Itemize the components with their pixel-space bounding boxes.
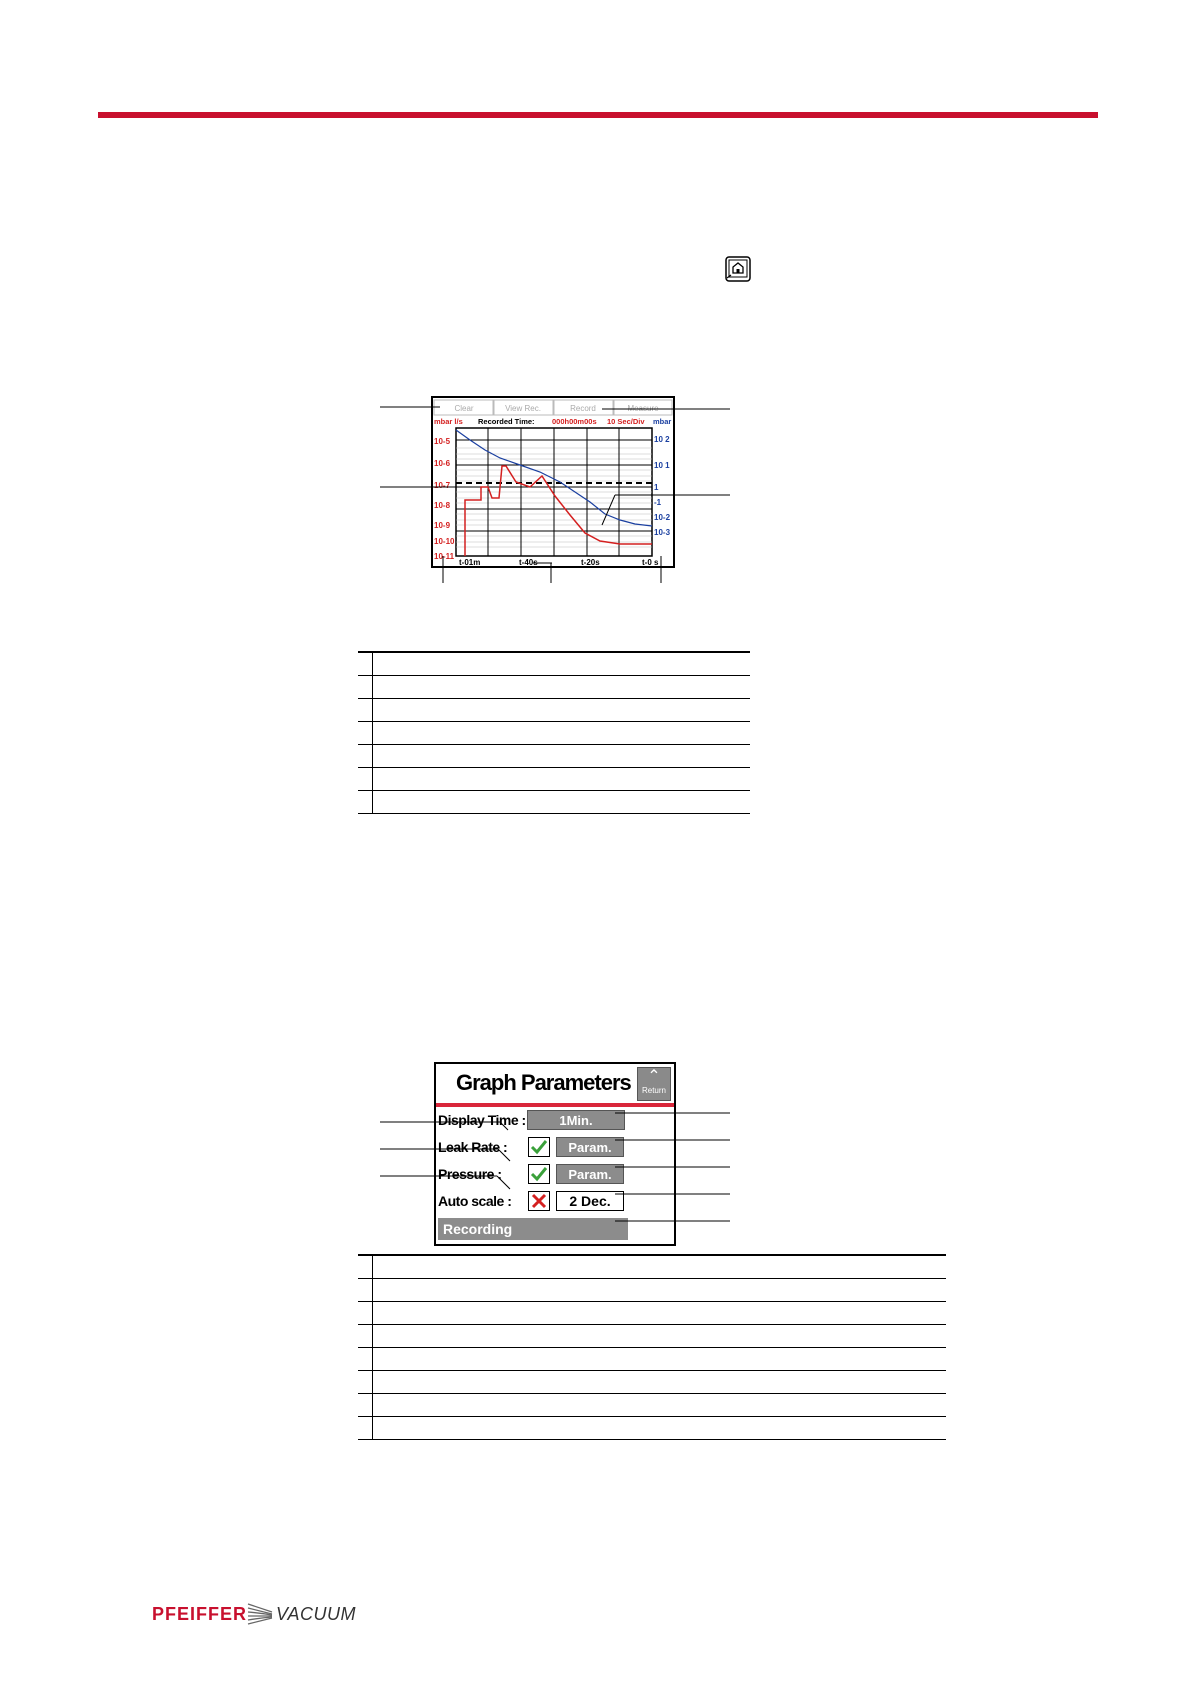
table-row (358, 1302, 946, 1325)
table-row (358, 1348, 946, 1371)
right-tick-2: 10 1 (654, 461, 670, 470)
brand-right: VACUUM (276, 1604, 357, 1624)
display-time-button[interactable]: 1Min. (527, 1110, 625, 1130)
left-tick-6: 10-10 (434, 537, 455, 546)
return-label: Return (641, 1086, 666, 1095)
left-tick-4: 10-8 (434, 501, 451, 510)
left-tick-3: 10-7 (434, 481, 451, 490)
recorded-time-value: 000h00m00s (552, 417, 597, 426)
clear-button[interactable]: Clear (454, 404, 474, 413)
legend-table-1 (358, 651, 750, 814)
x-tick-3: t-20s (581, 558, 600, 567)
left-tick-2: 10-6 (434, 459, 451, 468)
logo-wave-icon (246, 1600, 274, 1628)
right-tick-3: 1 (654, 483, 659, 492)
left-tick-7: 10-11 (434, 552, 455, 561)
table-row (358, 1255, 946, 1279)
right-tick-1: 10 2 (654, 435, 670, 444)
table-row (358, 768, 750, 791)
leak-rate-param-button[interactable]: Param. (556, 1137, 624, 1157)
leak-rate-label: Leak Rate : (438, 1139, 508, 1155)
right-tick-4: -1 (654, 498, 662, 507)
record-button[interactable]: Record (570, 404, 596, 413)
recording-button[interactable]: Recording (438, 1218, 628, 1240)
graph-params-callouts (370, 1100, 740, 1240)
display-time-label: Display Time : (438, 1112, 526, 1128)
table-row (358, 1279, 946, 1302)
table-row (358, 745, 750, 768)
left-tick-1: 10-5 (434, 437, 451, 446)
time-per-div: 10 Sec/Div (607, 417, 645, 426)
right-tick-5: 10-2 (654, 513, 671, 522)
legend-table-2 (358, 1254, 946, 1440)
table-row (358, 652, 750, 676)
leak-unit-label: mbar l/s (434, 417, 463, 426)
table-row (358, 699, 750, 722)
x-tick-2: t-40s (519, 558, 538, 567)
pressure-param-button[interactable]: Param. (556, 1164, 624, 1184)
table-row (358, 722, 750, 745)
chevron-up-icon: ⌃ (647, 1068, 661, 1085)
table-row (358, 1394, 946, 1417)
left-tick-5: 10-9 (434, 521, 451, 530)
right-tick-6: 10-3 (654, 528, 671, 537)
brand-left: PFEIFFER (152, 1604, 248, 1624)
x-tick-4: t-0 s (642, 558, 659, 567)
measure-button[interactable]: Measure (627, 404, 659, 413)
graph-parameters-title: Graph Parameters (456, 1070, 631, 1095)
table-row (358, 1325, 946, 1348)
auto-scale-value[interactable]: 2 Dec. (556, 1191, 624, 1211)
table-row (358, 1371, 946, 1394)
table-row (358, 1417, 946, 1440)
home-icon (725, 256, 751, 282)
x-tick-1: t-01m (459, 558, 481, 567)
header-accent-bar (98, 112, 1098, 118)
view-rec-button[interactable]: View Rec. (505, 404, 541, 413)
auto-scale-label: Auto scale : (438, 1193, 512, 1209)
recorded-time-label: Recorded Time: (478, 417, 535, 426)
table-row (358, 676, 750, 699)
return-button[interactable] (637, 1067, 671, 1101)
trend-screen-svg (370, 390, 740, 590)
pressure-unit-label: mbar (653, 417, 672, 426)
trend-screen-figure (370, 390, 740, 590)
pressure-label: Pressure : (438, 1166, 502, 1182)
table-row (358, 791, 750, 814)
